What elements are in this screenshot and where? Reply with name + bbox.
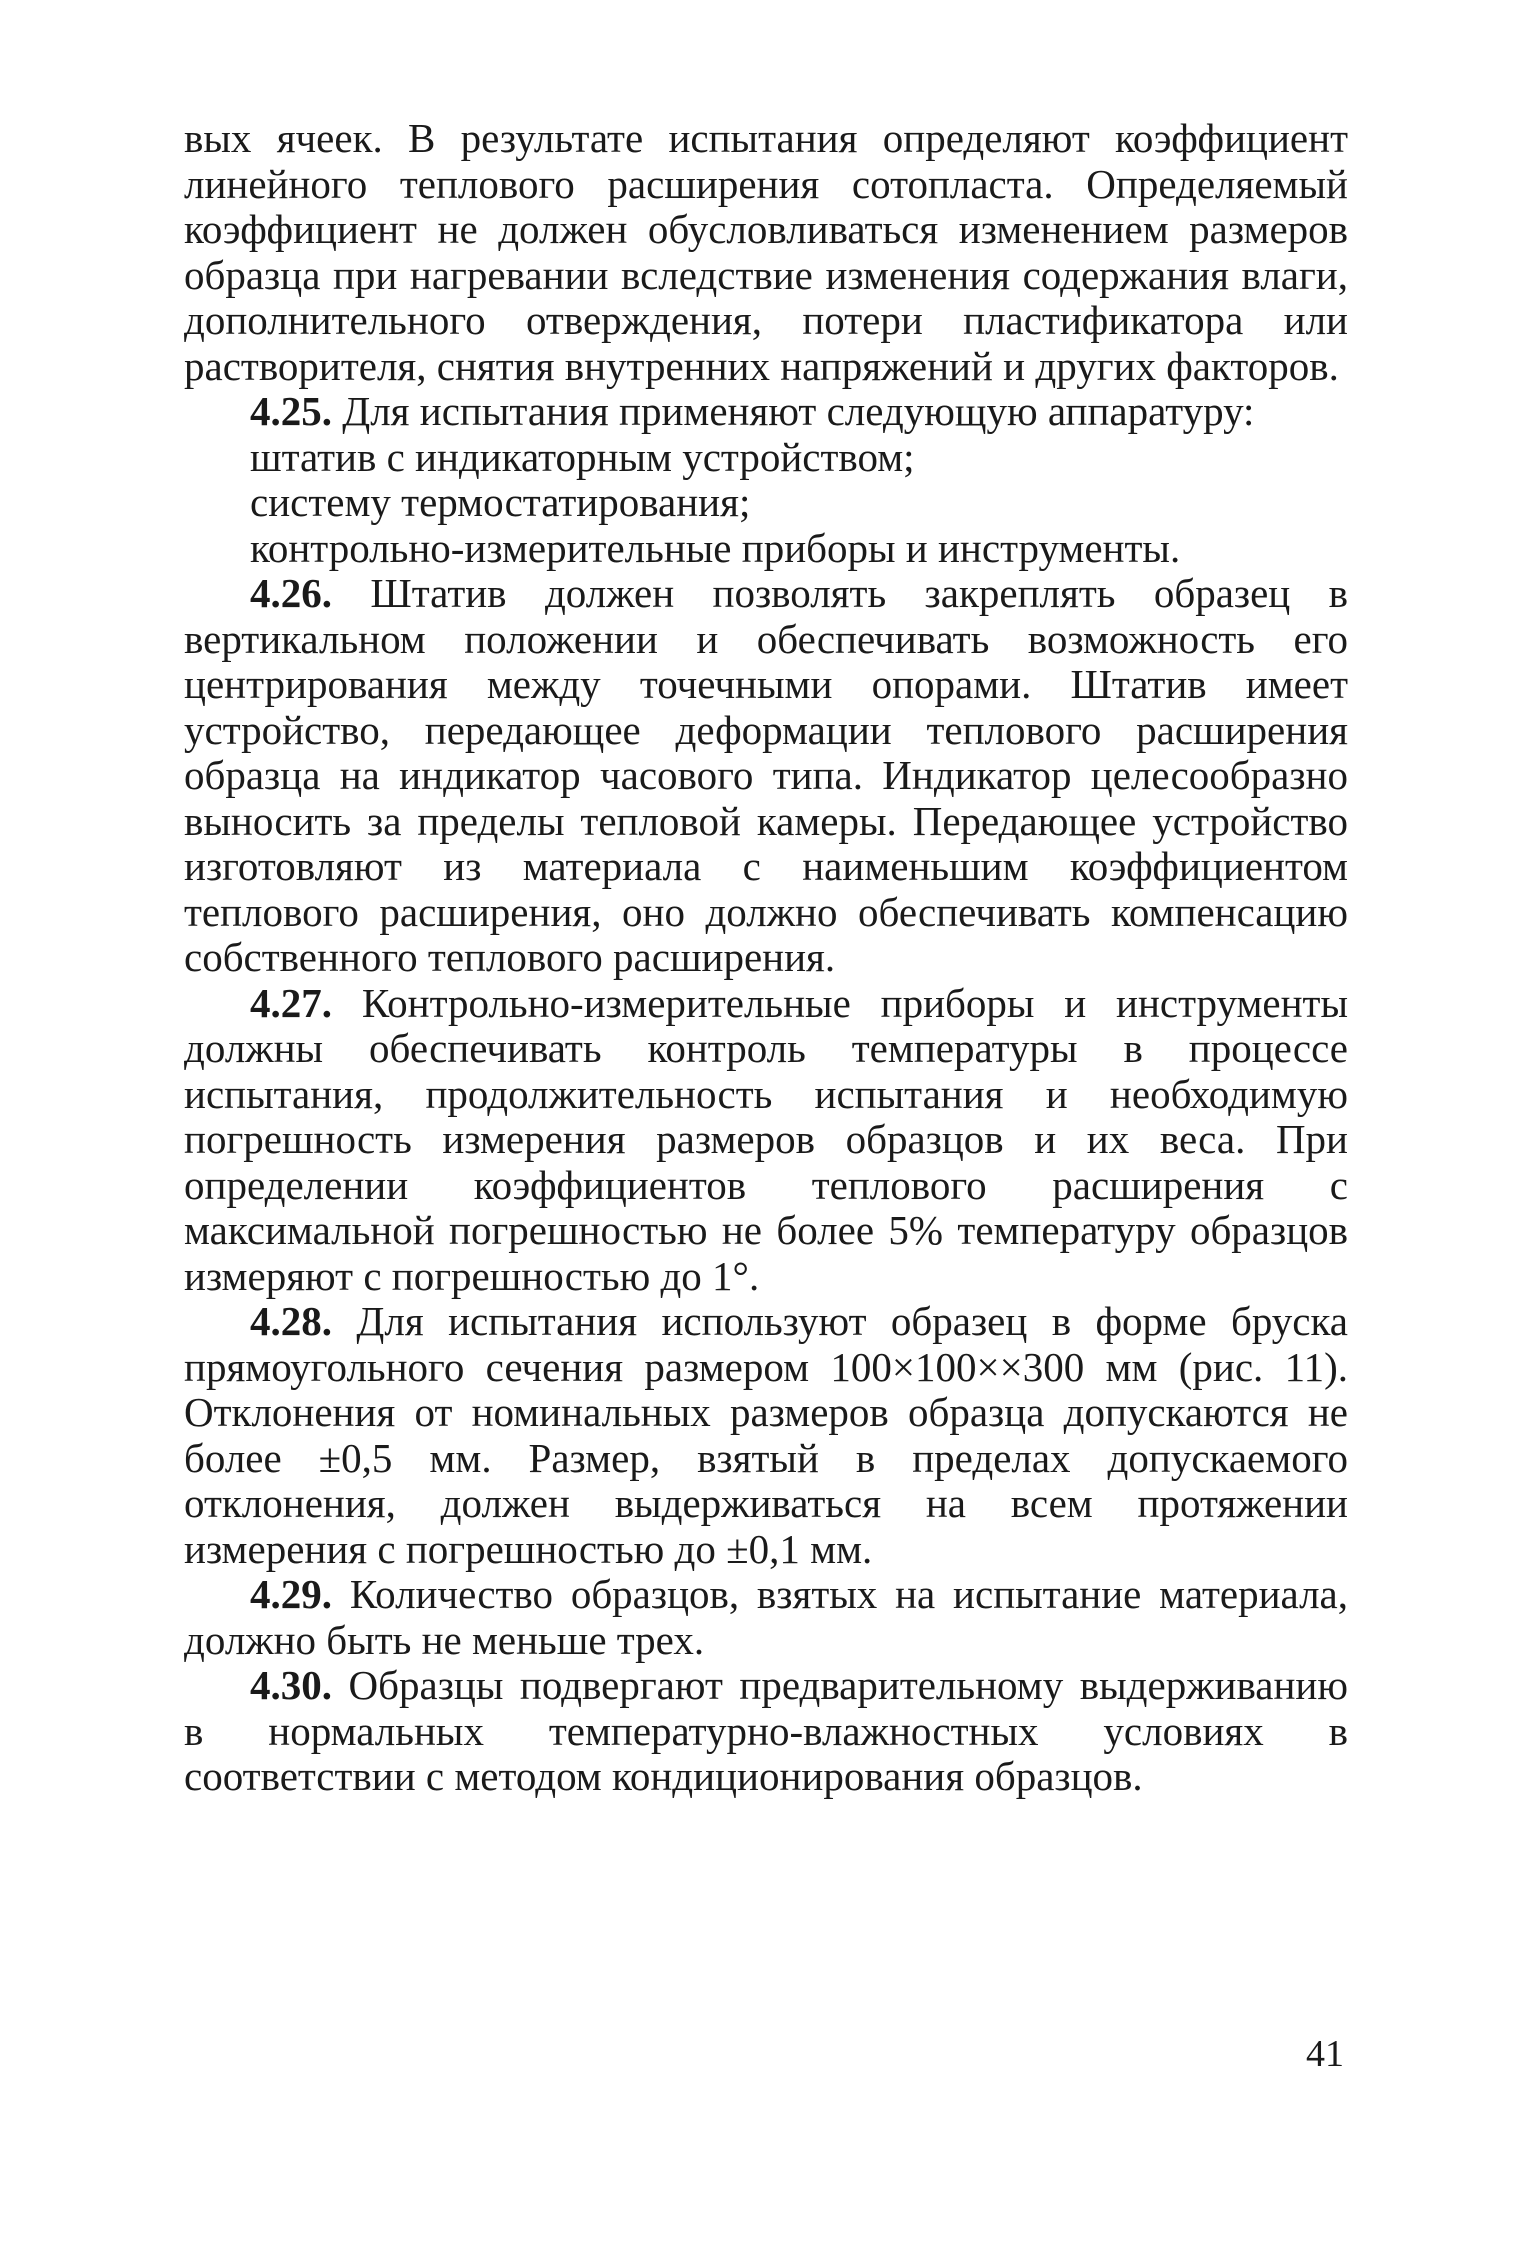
intro-paragraph: вых ячеек. В результате испытания определяют коэффициент линейного теплового расширения сотопласта. Определяемый коэффициент не должен обусловливаться изменением размеров образца при нагревании вследствие изменения содержания влаги, дополнительного отверждения, потери пластификатора или растворителя, снятия внутренних напряжений и других факторов. — [184, 115, 1348, 389]
section-text: Контрольно-измерительные приборы и инструменты должны обеспечивать контроль температуры в процессе испытания, продолжительность испытания и необходимую погрешность измерения размеров образцов и их веса. При определении коэффициентов теплового расширения с максимальной погрешностью не более 5% температуру образцов измеряют с погрешностью до 1°. — [184, 979, 1348, 1299]
list-item-1: штатив с индикаторным устройством; — [250, 433, 915, 480]
page-number: 41 — [1306, 2033, 1344, 2075]
list-item-3: контрольно-измерительные приборы и инструменты. — [250, 524, 1181, 571]
section-4-29 — [184, 1572, 1348, 1663]
section-number: 4.28. — [250, 1298, 332, 1344]
section-4-26 — [184, 571, 1348, 981]
section-4-28 — [184, 1299, 1348, 1572]
page-body — [184, 116, 1348, 1800]
section-number: 4.30. — [250, 1662, 332, 1708]
list-item-2: систему термостатирования; — [250, 479, 751, 525]
section-number: 4.29. — [250, 1571, 332, 1617]
section-4-30 — [184, 1663, 1348, 1800]
section-text: Для испытания используют образец в форме бруска прямоугольного сечения размером 100×100××300 мм (рис. 11). Отклонения от номинальных размеров образца допускаются не более ±0,5 мм. Размер, взятый в пределах допускаемого отклонения, должен выдерживаться на всем протяжении измерения с погрешностью до ±0,1 мм. — [184, 1298, 1348, 1572]
section-number: 4.25. — [250, 388, 332, 434]
section-4-27 — [184, 981, 1348, 1300]
section-text: Образцы подвергают предварительному выдерживанию в нормальных температурно-влажностных условиях в соответствии с методом кондиционирования образцов. — [184, 1662, 1348, 1799]
section-text: Штатив должен позволять закреплять образец в вертикальном положении и обеспечивать возможность его центрирования между точечными опорами. Штатив имеет устройство, передающее деформации теплового расширения образца на индикатор часового типа. Индикатор целесообразно выносить за пределы тепловой камеры. Передающее устройство изготовляют из материала с наименьшим коэффициентом теплового расширения, оно должно обеспечивать компенсацию собственного теплового расширения. — [184, 570, 1348, 980]
section-text: Количество образцов, взятых на испытание материала, должно быть не меньше трех. — [184, 1571, 1349, 1663]
section-text: Для испытания применяют следующую аппаратуру: — [342, 388, 1255, 434]
section-4-25 — [184, 389, 1348, 435]
section-number: 4.26. — [250, 570, 332, 616]
section-number: 4.27. — [250, 979, 332, 1026]
